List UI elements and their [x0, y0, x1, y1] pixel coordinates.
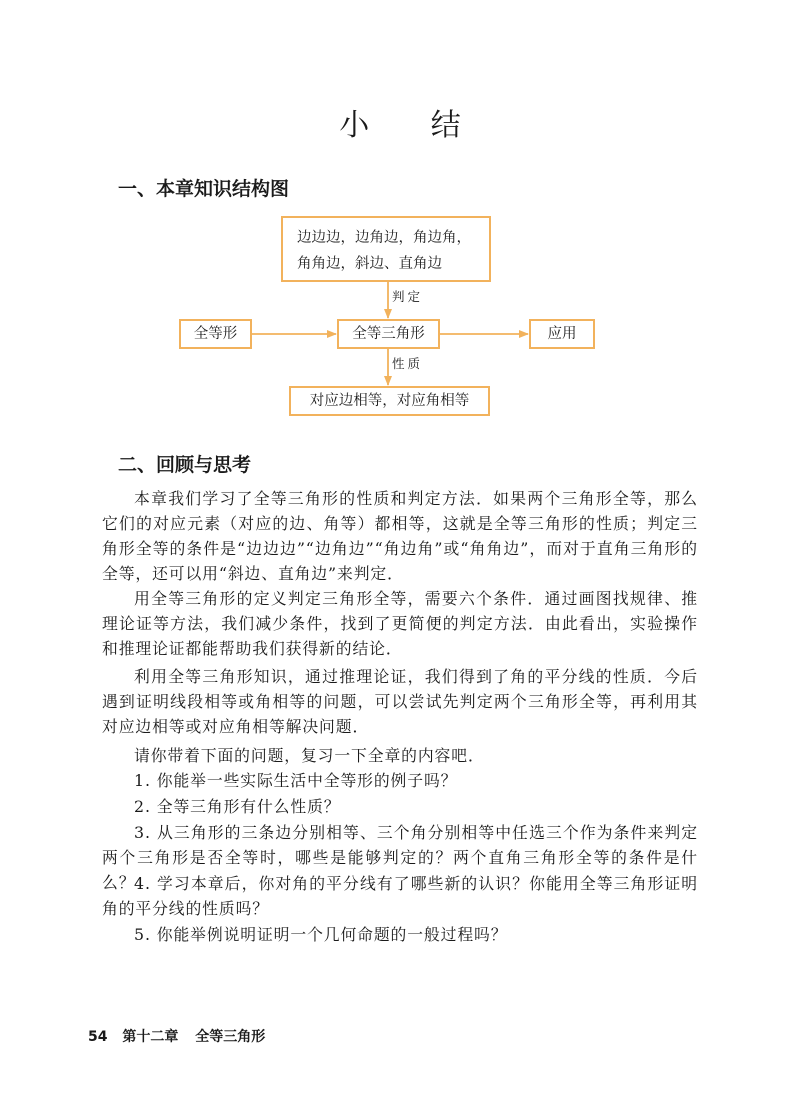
congruent-figures-box: 全等形	[179, 319, 252, 349]
question-3: 3. 从三角形的三条边分别相等、三个角分别相等中任选三个作为条件来判定两个三角形是否全等时，哪些是能够判定的？两个直角三角形全等的条件是什么？	[102, 823, 698, 892]
page-number: 54	[88, 1029, 108, 1045]
review-paragraph-1: 本章我们学习了全等三角形的性质和判定方法．如果两个三角形全等，那么它们的对应元素（对应的边、角等）都相等，这就是全等三角形的性质；判定三角形全等的条件是“边边边”“边角边”“角边角”或“角角边”，而对于直角三角形的全等，还可以用“斜边、直角边”来判定．	[102, 489, 698, 583]
chapter-title: 全等三角形	[195, 1029, 266, 1045]
properties-box: 对应边相等，对应角相等	[289, 386, 490, 416]
page-footer	[88, 1026, 265, 1046]
section-heading-review: 二、回顾与思考	[118, 454, 252, 476]
criteria-line-1: 边边边，边角边，角边角，	[297, 230, 471, 246]
question-5: 5. 你能举例说明证明一个几何命题的一般过程吗？	[134, 925, 508, 944]
question-4: 4. 学习本章后，你对角的平分线有了哪些新的认识？你能用全等三角形证明角的平分线的性质吗？	[102, 874, 698, 918]
question-1: 1. 你能举一些实际生活中全等形的例子吗？	[134, 771, 458, 790]
review-paragraph-4: 请你带着下面的问题，复习一下全章的内容吧．	[134, 746, 485, 765]
question-2: 2. 全等三角形有什么性质？	[134, 797, 341, 816]
section-heading-structure: 一、本章知识结构图	[118, 178, 290, 200]
review-paragraph-3: 利用全等三角形知识，通过推理论证，我们得到了角的平分线的性质．今后遇到证明线段相等或角相等的问题，可以尝试先判定两个三角形全等，再利用其对应边相等或对应角相等解决问题．	[102, 667, 698, 736]
review-paragraph-2: 用全等三角形的定义判定三角形全等，需要六个条件．通过画图找规律、推理论证等方法，我们减少条件，找到了更简便的判定方法．由此看出，实验操作和推理论证都能帮助我们获得新的结论．	[102, 589, 698, 658]
judge-label: 判定	[392, 289, 424, 304]
page-title: 小 结	[339, 108, 487, 143]
application-box: 应用	[529, 319, 595, 349]
criteria-line-2: 角角边，斜边、直角边	[297, 256, 442, 272]
congruent-triangles-box: 全等三角形	[337, 319, 440, 349]
chapter-label: 第十二章	[122, 1029, 179, 1045]
criteria-box	[281, 216, 491, 282]
property-label: 性质	[392, 356, 424, 371]
